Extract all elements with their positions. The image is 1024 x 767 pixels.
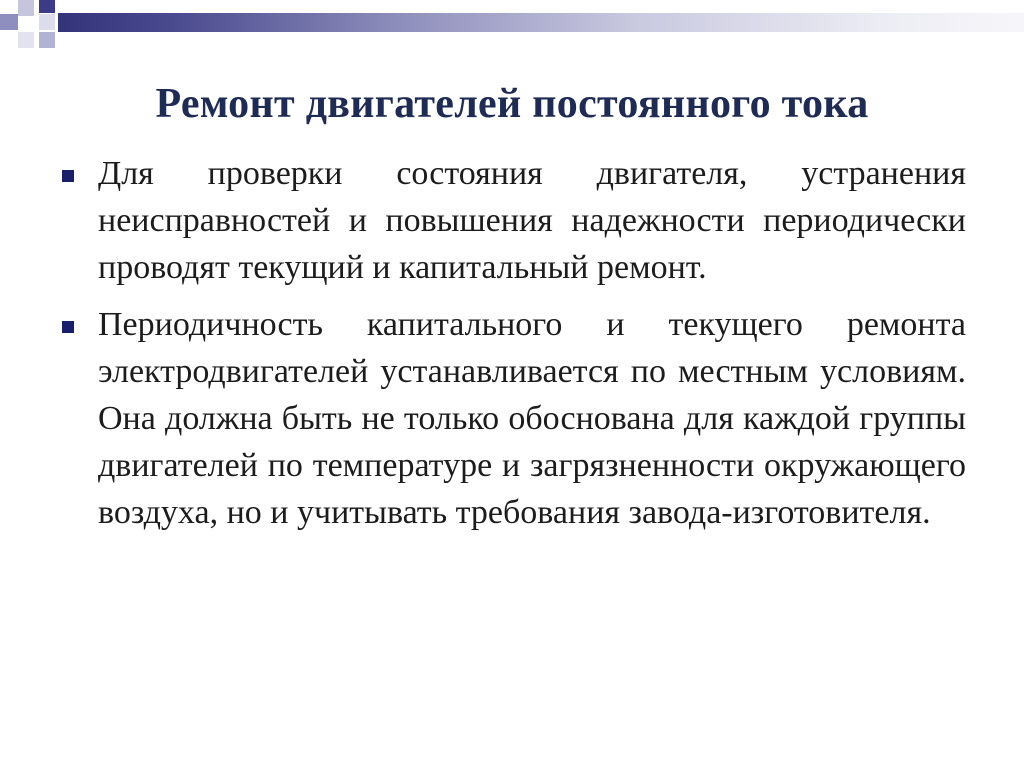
header-decoration xyxy=(0,0,1024,60)
bullet-text: Для проверки состояния двигателя, устранения неисправностей и повышения надежности периодически проводят текущий и капитальный ремонт. xyxy=(98,155,966,286)
gradient-band xyxy=(58,13,1024,32)
decor-square xyxy=(39,14,55,30)
decor-square xyxy=(0,14,18,30)
decor-square xyxy=(39,0,55,13)
square-bullet-icon xyxy=(62,170,74,182)
slide-title: Ремонт двигателей постоянного тока xyxy=(155,81,869,127)
square-bullet-icon xyxy=(62,321,74,333)
bullet-item xyxy=(60,150,966,291)
bullet-list xyxy=(60,150,966,546)
decor-square xyxy=(39,32,55,48)
decor-square xyxy=(18,0,34,16)
decor-square xyxy=(18,32,34,48)
bullet-item xyxy=(60,301,966,536)
bullet-text: Периодичность капитального и текущего ремонта электродвигателей устанавливается по местным условиям. Она должна быть не только обоснована для каждой группы двигателей по температуре и загрязненности окружающего воздуха, но и учитывать требования завода-изготовителя. xyxy=(98,306,966,531)
